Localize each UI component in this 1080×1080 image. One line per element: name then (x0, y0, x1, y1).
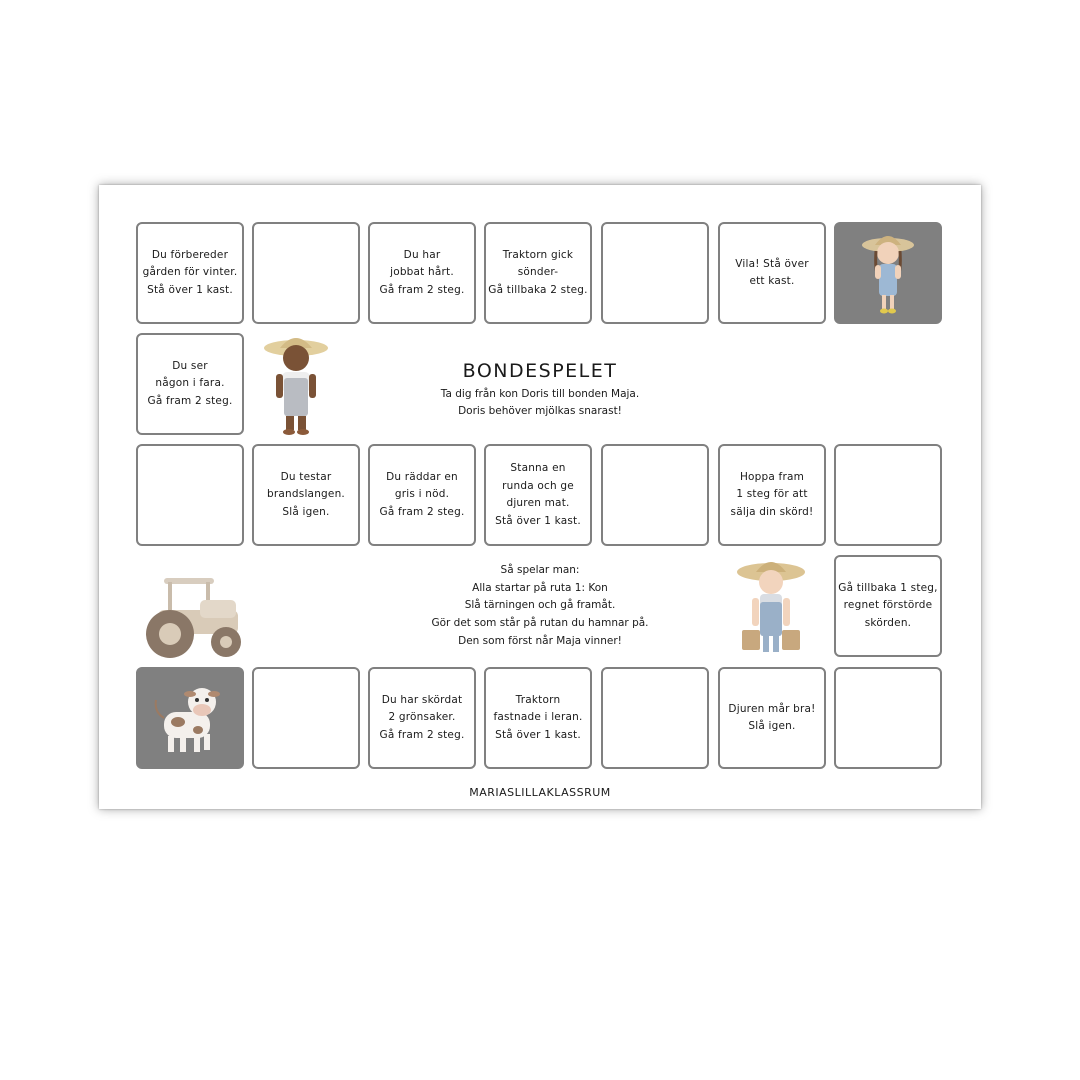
game-subtitle: Ta dig från kon Doris till bonden Maja. Doris behöver mjölkas snarast! (440, 388, 640, 417)
board-tile (368, 222, 476, 324)
board-tile (834, 444, 942, 546)
board-tile (136, 444, 244, 546)
board-tile (601, 222, 709, 324)
board-tile (601, 667, 709, 769)
tile-text: Du har jobbat hårt. Gå fram 2 steg. (379, 248, 465, 296)
start-tile-cow (136, 667, 244, 769)
farmer-with-buckets-icon (732, 552, 810, 662)
tile-text: Stanna en runda och ge djuren mat. Stå över 1 kast. (495, 462, 581, 527)
tile-text: Gå tillbaka 1 steg, regnet förstörde skörden. (838, 581, 938, 629)
board-tile (252, 444, 360, 546)
tractor-icon (138, 570, 246, 662)
board-tile (252, 222, 360, 324)
game-title: BONDESPELET (462, 360, 618, 382)
board-tile (484, 667, 592, 769)
tile-text: Du ser någon i fara. Gå fram 2 steg. (147, 359, 233, 407)
tile-text: Du förbereder gården för vinter. Stå över 1 kast. (142, 248, 238, 296)
cow-doris-icon (150, 676, 230, 760)
tile-text: Du har skördat 2 grönsaker. Gå fram 2 steg. (379, 693, 465, 741)
board-tile (136, 222, 244, 324)
board-tile (718, 444, 826, 546)
tile-text: Du räddar en gris i nöd. Gå fram 2 steg. (379, 470, 465, 518)
board-tile (136, 333, 244, 435)
board-tile (834, 555, 942, 657)
tile-text: Djuren mår bra! Slå igen. (728, 702, 816, 732)
brand-footer: MARIASLILLAKLASSRUM (469, 786, 611, 799)
board-tile (252, 667, 360, 769)
tile-text: Vila! Stå över ett kast. (735, 257, 809, 287)
tile-text: Hoppa fram 1 steg för att sälja din skörd! (730, 470, 814, 518)
board-tile (601, 444, 709, 546)
board-tile (718, 222, 826, 324)
boy-farmer-icon (260, 330, 332, 440)
board-tile (368, 667, 476, 769)
goal-tile-maja (834, 222, 942, 324)
tile-text: Traktorn gick sönder- Gå tillbaka 2 steg. (488, 248, 588, 296)
tile-text: Du testar brandslangen. Slå igen. (267, 470, 345, 518)
board-tile (834, 667, 942, 769)
board-tile (484, 444, 592, 546)
tile-text: Traktorn fastnade i leran. Stå över 1 kast. (493, 693, 583, 741)
game-rules: Så spelar man: Alla startar på ruta 1: Kon Slå tärningen och gå framåt. Gör det som står på rutan du hamnar på. Den som först når Maja vinner! (431, 564, 649, 647)
board-tile (368, 444, 476, 546)
board-tile (484, 222, 592, 324)
board-tile (718, 667, 826, 769)
girl-farmer-maja-icon (853, 225, 923, 321)
